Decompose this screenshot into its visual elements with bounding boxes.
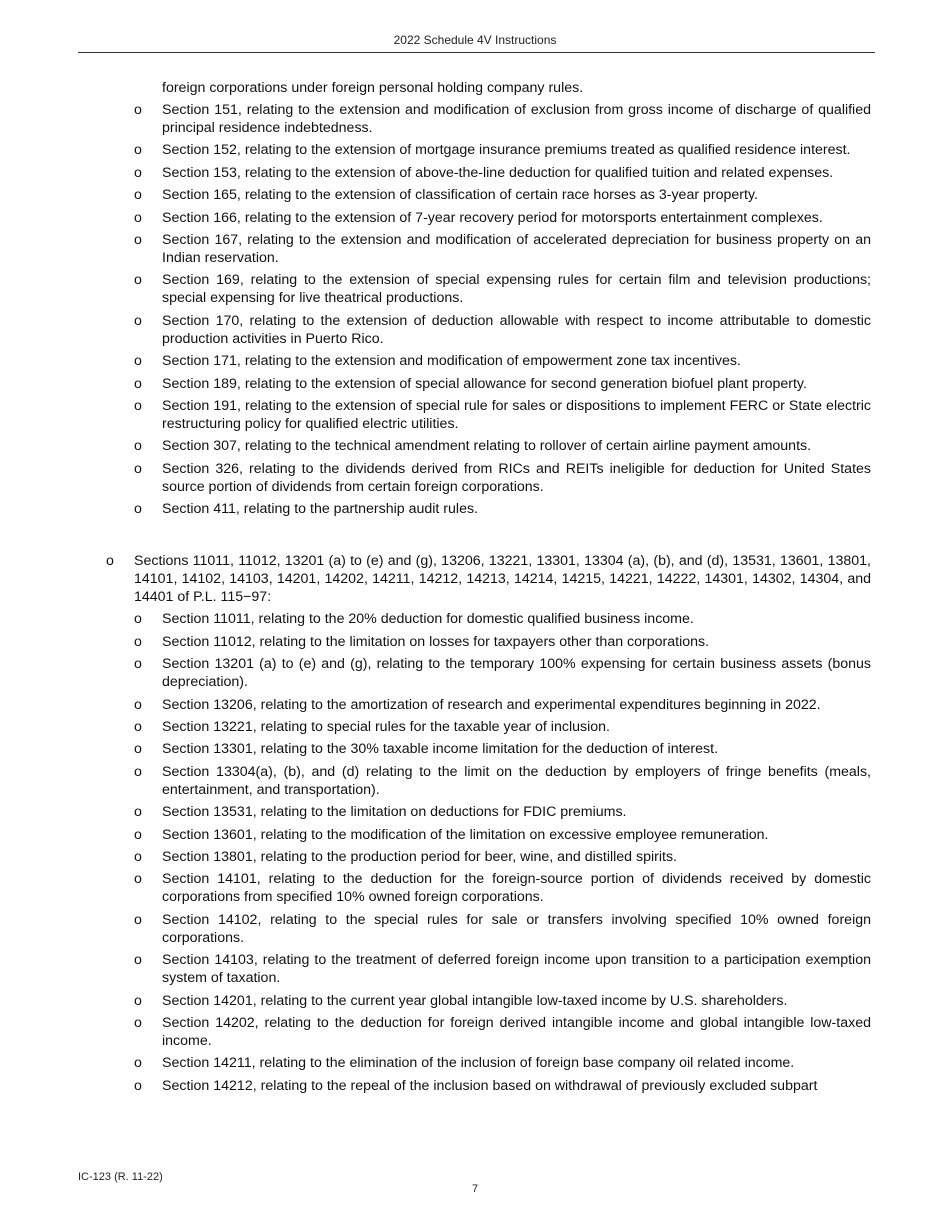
bullet-marker: o bbox=[134, 501, 142, 518]
list-item-text: Section 167, relating to the extension and modification of accelerated depreciation for business property on an Indian reservation. bbox=[162, 231, 871, 266]
list-item-text: Section 411, relating to the partnership audit rules. bbox=[162, 501, 478, 518]
bullet-marker: o bbox=[134, 992, 142, 1009]
list-item bbox=[134, 164, 871, 182]
section-list-group-2 bbox=[0, 610, 950, 1094]
bullet-marker: o bbox=[134, 460, 142, 477]
list-item bbox=[134, 500, 871, 518]
list-item bbox=[134, 848, 871, 866]
list-item bbox=[134, 231, 871, 267]
bullet-marker: o bbox=[134, 952, 142, 969]
list-item bbox=[134, 826, 871, 844]
list-item bbox=[134, 186, 871, 204]
list-item-text: Section 11011, relating to the 20% deduction for domestic qualified business income. bbox=[162, 611, 694, 628]
list-item-text: Section 14101, relating to the deduction for the foreign-source portion of dividends received by domestic corporations from specified 10% owned foreign corporations. bbox=[162, 871, 871, 906]
list-item bbox=[134, 397, 871, 433]
bullet-marker: o bbox=[134, 719, 142, 736]
list-item bbox=[134, 1054, 871, 1072]
bullet-marker: o bbox=[134, 611, 142, 628]
list-item-text: Section 165, relating to the extension of classification of certain race horses as 3-year property. bbox=[162, 187, 758, 204]
list-item-text: Section 14103, relating to the treatment of deferred foreign income upon transition to a participation exemption system of taxation. bbox=[162, 952, 871, 987]
list-item-text: Section 13301, relating to the 30% taxable income limitation for the deduction of interest. bbox=[162, 741, 719, 758]
list-item-text: Section 166, relating to the extension of 7-year recovery period for motorsports entertainment complexes. bbox=[162, 209, 823, 226]
section-list-group-1 bbox=[0, 101, 950, 518]
list-item bbox=[134, 718, 871, 736]
bullet-marker: o bbox=[134, 696, 142, 713]
list-item bbox=[134, 271, 871, 307]
list-item-text: Section 11012, relating to the limitation on losses for taxpayers other than corporations. bbox=[162, 633, 710, 650]
bullet-marker: o bbox=[106, 553, 114, 570]
bullet-marker: o bbox=[134, 353, 142, 370]
list-item bbox=[134, 740, 871, 758]
continuation-text: foreign corporations under foreign personal holding company rules. bbox=[162, 80, 584, 96]
group-heading-text: Sections 11011, 11012, 13201 (a) to (e) and (g), 13206, 13221, 13301, 13304 (a), (b), and (d), 13531, 13601, 13801, 14101, 14102, 14103, 14201, 14202, 14211, 14212, 14213, 14214, 14215, 14221, 14222, 14301, 14302, 14304, and 14401 of P.L. 115−97: bbox=[134, 553, 871, 606]
header-divider bbox=[78, 52, 875, 53]
list-item bbox=[134, 655, 871, 691]
bullet-marker: o bbox=[134, 438, 142, 455]
list-item-text: Section 13304(a), (b), and (d) relating to the limit on the deduction by employers of fringe benefits (meals, entertainment, and transportation). bbox=[162, 763, 871, 798]
bullet-marker: o bbox=[134, 397, 142, 414]
bullet-marker: o bbox=[134, 142, 142, 159]
section-group-heading bbox=[106, 552, 871, 606]
list-item bbox=[134, 1014, 871, 1050]
list-item-text: Section 13221, relating to special rules for the taxable year of inclusion. bbox=[162, 719, 610, 736]
list-item-text: Section 13801, relating to the production period for beer, wine, and distilled spirits. bbox=[162, 848, 678, 865]
list-item bbox=[134, 911, 871, 947]
bullet-marker: o bbox=[134, 911, 142, 928]
list-item-text: Section 13201 (a) to (e) and (g), relating to the temporary 100% expensing for certain business assets (bonus depreciation). bbox=[162, 656, 871, 691]
page-header-title: 2022 Schedule 4V Instructions bbox=[393, 33, 557, 47]
list-item bbox=[134, 633, 871, 651]
list-item-text: Section 13601, relating to the modification of the limitation on excessive employee remuneration. bbox=[162, 826, 769, 843]
list-item bbox=[134, 1077, 871, 1095]
bullet-marker: o bbox=[134, 102, 142, 118]
list-item bbox=[134, 209, 871, 227]
list-item bbox=[134, 870, 871, 906]
bullet-marker: o bbox=[134, 633, 142, 650]
bullet-marker: o bbox=[134, 826, 142, 843]
bullet-marker: o bbox=[134, 848, 142, 865]
bullet-marker: o bbox=[134, 871, 142, 888]
list-item-text: Section 14211, relating to the elimination of the inclusion of foreign base company oil related income. bbox=[162, 1055, 795, 1072]
form-id: IC-123 (R. 11-22) bbox=[78, 1171, 163, 1183]
bullet-marker: o bbox=[134, 209, 142, 226]
list-item-text: Section 169, relating to the extension of special expensing rules for certain film and television productions; special expensing for live theatrical productions. bbox=[162, 272, 871, 307]
list-item-text: Section 14202, relating to the deduction for foreign derived intangible income and global intangible low-taxed income. bbox=[162, 1014, 871, 1049]
list-item bbox=[134, 992, 871, 1010]
page-number: 7 bbox=[471, 1183, 479, 1195]
list-item-text: Section 171, relating to the extension and modification of empowerment zone tax incentives. bbox=[162, 353, 741, 370]
list-item-text: Section 14212, relating to the repeal of the inclusion based on withdrawal of previously excluded subpart bbox=[162, 1077, 818, 1094]
list-item-text: Section 153, relating to the extension of above-the-line deduction for qualified tuition and related expenses. bbox=[162, 164, 834, 181]
list-item-text: Section 14201, relating to the current year global intangible low-taxed income by U.S. shareholders. bbox=[162, 992, 788, 1009]
list-item-text: Section 14102, relating to the special rules for sale or transfers involving specified 10% owned foreign corporations. bbox=[162, 911, 871, 946]
list-item-text: Section 189, relating to the extension of special allowance for second generation biofuel plant property. bbox=[162, 375, 807, 392]
document-body bbox=[0, 79, 950, 1099]
list-item bbox=[134, 141, 871, 159]
list-item bbox=[134, 951, 871, 987]
list-item-text: Section 326, relating to the dividends derived from RICs and REITs ineligible for deduction for United States source portion of dividends from certain foreign corporations. bbox=[162, 460, 871, 495]
list-item-text: Section 151, relating to the extension and modification of exclusion from gross income of discharge of qualified principal residence indebtedness. bbox=[162, 102, 871, 136]
list-item bbox=[134, 803, 871, 821]
list-item bbox=[134, 763, 871, 799]
list-item-text: Section 13531, relating to the limitation on deductions for FDIC premiums. bbox=[162, 804, 627, 821]
bullet-marker: o bbox=[134, 1014, 142, 1031]
bullet-marker: o bbox=[134, 763, 142, 780]
list-item-text: Section 13206, relating to the amortization of research and experimental expenditures beginning in 2022. bbox=[162, 696, 821, 713]
list-item-text: Section 152, relating to the extension of mortgage insurance premiums treated as qualified residence interest. bbox=[162, 142, 851, 159]
bullet-marker: o bbox=[134, 164, 142, 181]
list-item bbox=[134, 312, 871, 348]
bullet-marker: o bbox=[134, 312, 142, 329]
list-item bbox=[134, 696, 871, 714]
bullet-marker: o bbox=[134, 1055, 142, 1072]
list-item bbox=[134, 437, 871, 455]
list-item bbox=[134, 101, 871, 137]
bullet-marker: o bbox=[134, 375, 142, 392]
bullet-marker: o bbox=[134, 272, 142, 289]
bullet-marker: o bbox=[134, 741, 142, 758]
bullet-marker: o bbox=[134, 656, 142, 673]
list-item-text: Section 170, relating to the extension of deduction allowable with respect to income attributable to domestic production activities in Puerto Rico. bbox=[162, 312, 871, 347]
list-item bbox=[134, 352, 871, 370]
list-item bbox=[134, 460, 871, 496]
bullet-marker: o bbox=[134, 187, 142, 204]
bullet-marker: o bbox=[134, 804, 142, 821]
list-item-text: Section 307, relating to the technical amendment relating to rollover of certain airline payment amounts. bbox=[162, 438, 812, 455]
bullet-marker: o bbox=[134, 231, 142, 248]
list-item bbox=[134, 375, 871, 393]
list-item-text: Section 191, relating to the extension of special rule for sales or dispositions to implement FERC or State electric restructuring policy for qualified electric utilities. bbox=[162, 397, 871, 432]
bullet-marker: o bbox=[134, 1077, 142, 1094]
list-item bbox=[134, 610, 871, 628]
